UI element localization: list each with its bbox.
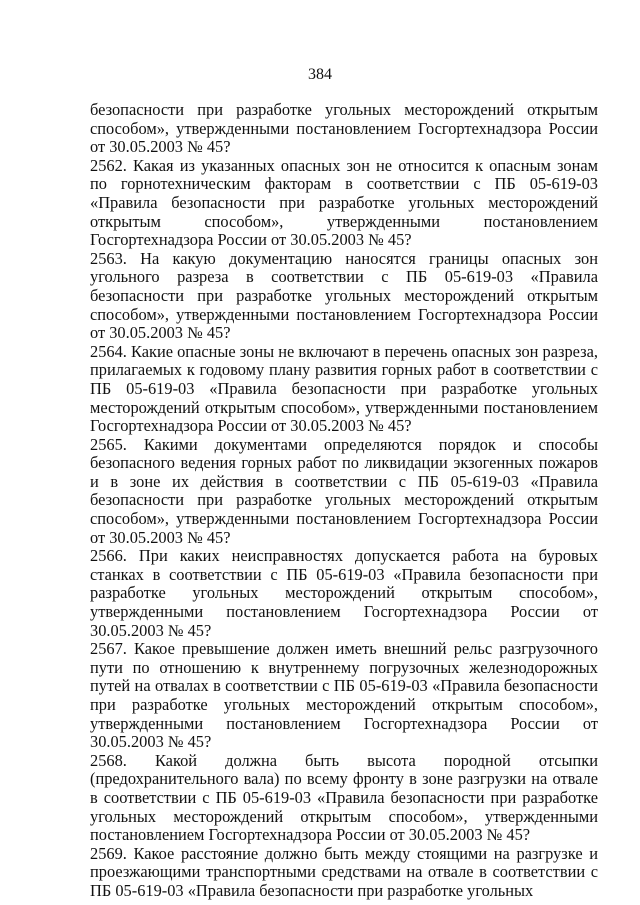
question-2564: [90, 343, 598, 436]
question-number: 2565.: [90, 434, 127, 454]
question-number: 2564.: [90, 341, 127, 361]
question-text: Какими документами определяются порядок и способы безопасного ведения горных работ по ликвидации экзогенных пожаров и в зоне их действия в соответствии с ПБ 05-619-03 «Правила безопасности при разработке угольных месторождений открытым способом», утвержденными постановлением Госгортехнадзора России от 30.05.2003 № 45?: [90, 434, 598, 547]
question-2562: [90, 157, 598, 250]
question-text: безопасности при разработке угольных месторождений открытым способом», утвержденными постановлением Госгортехнадзора России от 30.05.2003 № 45?: [90, 100, 598, 157]
question-2563: [90, 250, 598, 343]
question-number: 2567.: [90, 639, 127, 659]
question-2568: [90, 752, 598, 845]
question-continuation: [90, 101, 598, 157]
document-body: [90, 101, 598, 901]
page-number: 384: [308, 66, 332, 83]
question-number: 2566.: [90, 546, 127, 566]
question-text: Какое расстояние должно быть между стоящими на разгрузке и проезжающими транспортными средствами на отвале в соответствии с ПБ 05-619-03 «Правила безопасности при разработке угольных: [90, 843, 598, 900]
question-text: Какой должна быть высота породной отсыпки (предохранительного вала) по всему фронту в зоне разгрузки на отвале в соответствии с ПБ 05-619-03 «Правила безопасности при разработке угольных месторождений открытым способом», утвержденными постановлением Госгортехнадзора России от 30.05.2003 № 45?: [90, 750, 598, 845]
question-text: На какую документацию наносятся границы опасных зон угольного разреза в соответствии с ПБ 05-619-03 «Правила безопасности при разработке угольных месторождений открытым способом», утвержденными постановлением Госгортехнадзора России от 30.05.2003 № 45?: [90, 248, 598, 343]
question-text: Какое превышение должен иметь внешний рельс разгрузочного пути по отношению к внутреннему погрузочных железнодорожных путей на отвалах в соответствии с ПБ 05-619-03 «Правила безопасности при разработке угольных месторождений открытым способом», утвержденными постановлением Госгортехнадзора России от 30.05.2003 № 45?: [90, 639, 598, 752]
question-text: Какая из указанных опасных зон не относится к опасным зонам по горнотехническим факторам в соответствии с ПБ 05-619-03 «Правила безопасности при разработке угольных месторождений открытым способом», утвержденными постановлением Госгортехнадзора России от 30.05.2003 № 45?: [90, 155, 598, 250]
question-2569: [90, 845, 598, 901]
question-2567: [90, 640, 598, 752]
question-number: 2569.: [90, 843, 127, 863]
question-2566: [90, 547, 598, 640]
question-text: При каких неисправностях допускается работа на буровых станках в соответствии с ПБ 05-619-03 «Правила безопасности при разработке угольных месторождений открытым способом», утвержденными постановлением Госгортехнадзора России от 30.05.2003 № 45?: [90, 546, 598, 640]
question-number: 2568.: [90, 750, 127, 770]
question-text: Какие опасные зоны не включают в перечень опасных зон разреза, прилагаемых к годовому плану развития горных работ в соответствии с ПБ 05-619-03 «Правила безопасности при разработке угольных месторождений открытым способом», утвержденными постановлением Госгортехнадзора России от 30.05.2003 № 45?: [90, 341, 598, 436]
question-2565: [90, 436, 598, 548]
question-number: 2563.: [90, 248, 127, 268]
question-number: 2562.: [90, 155, 127, 175]
